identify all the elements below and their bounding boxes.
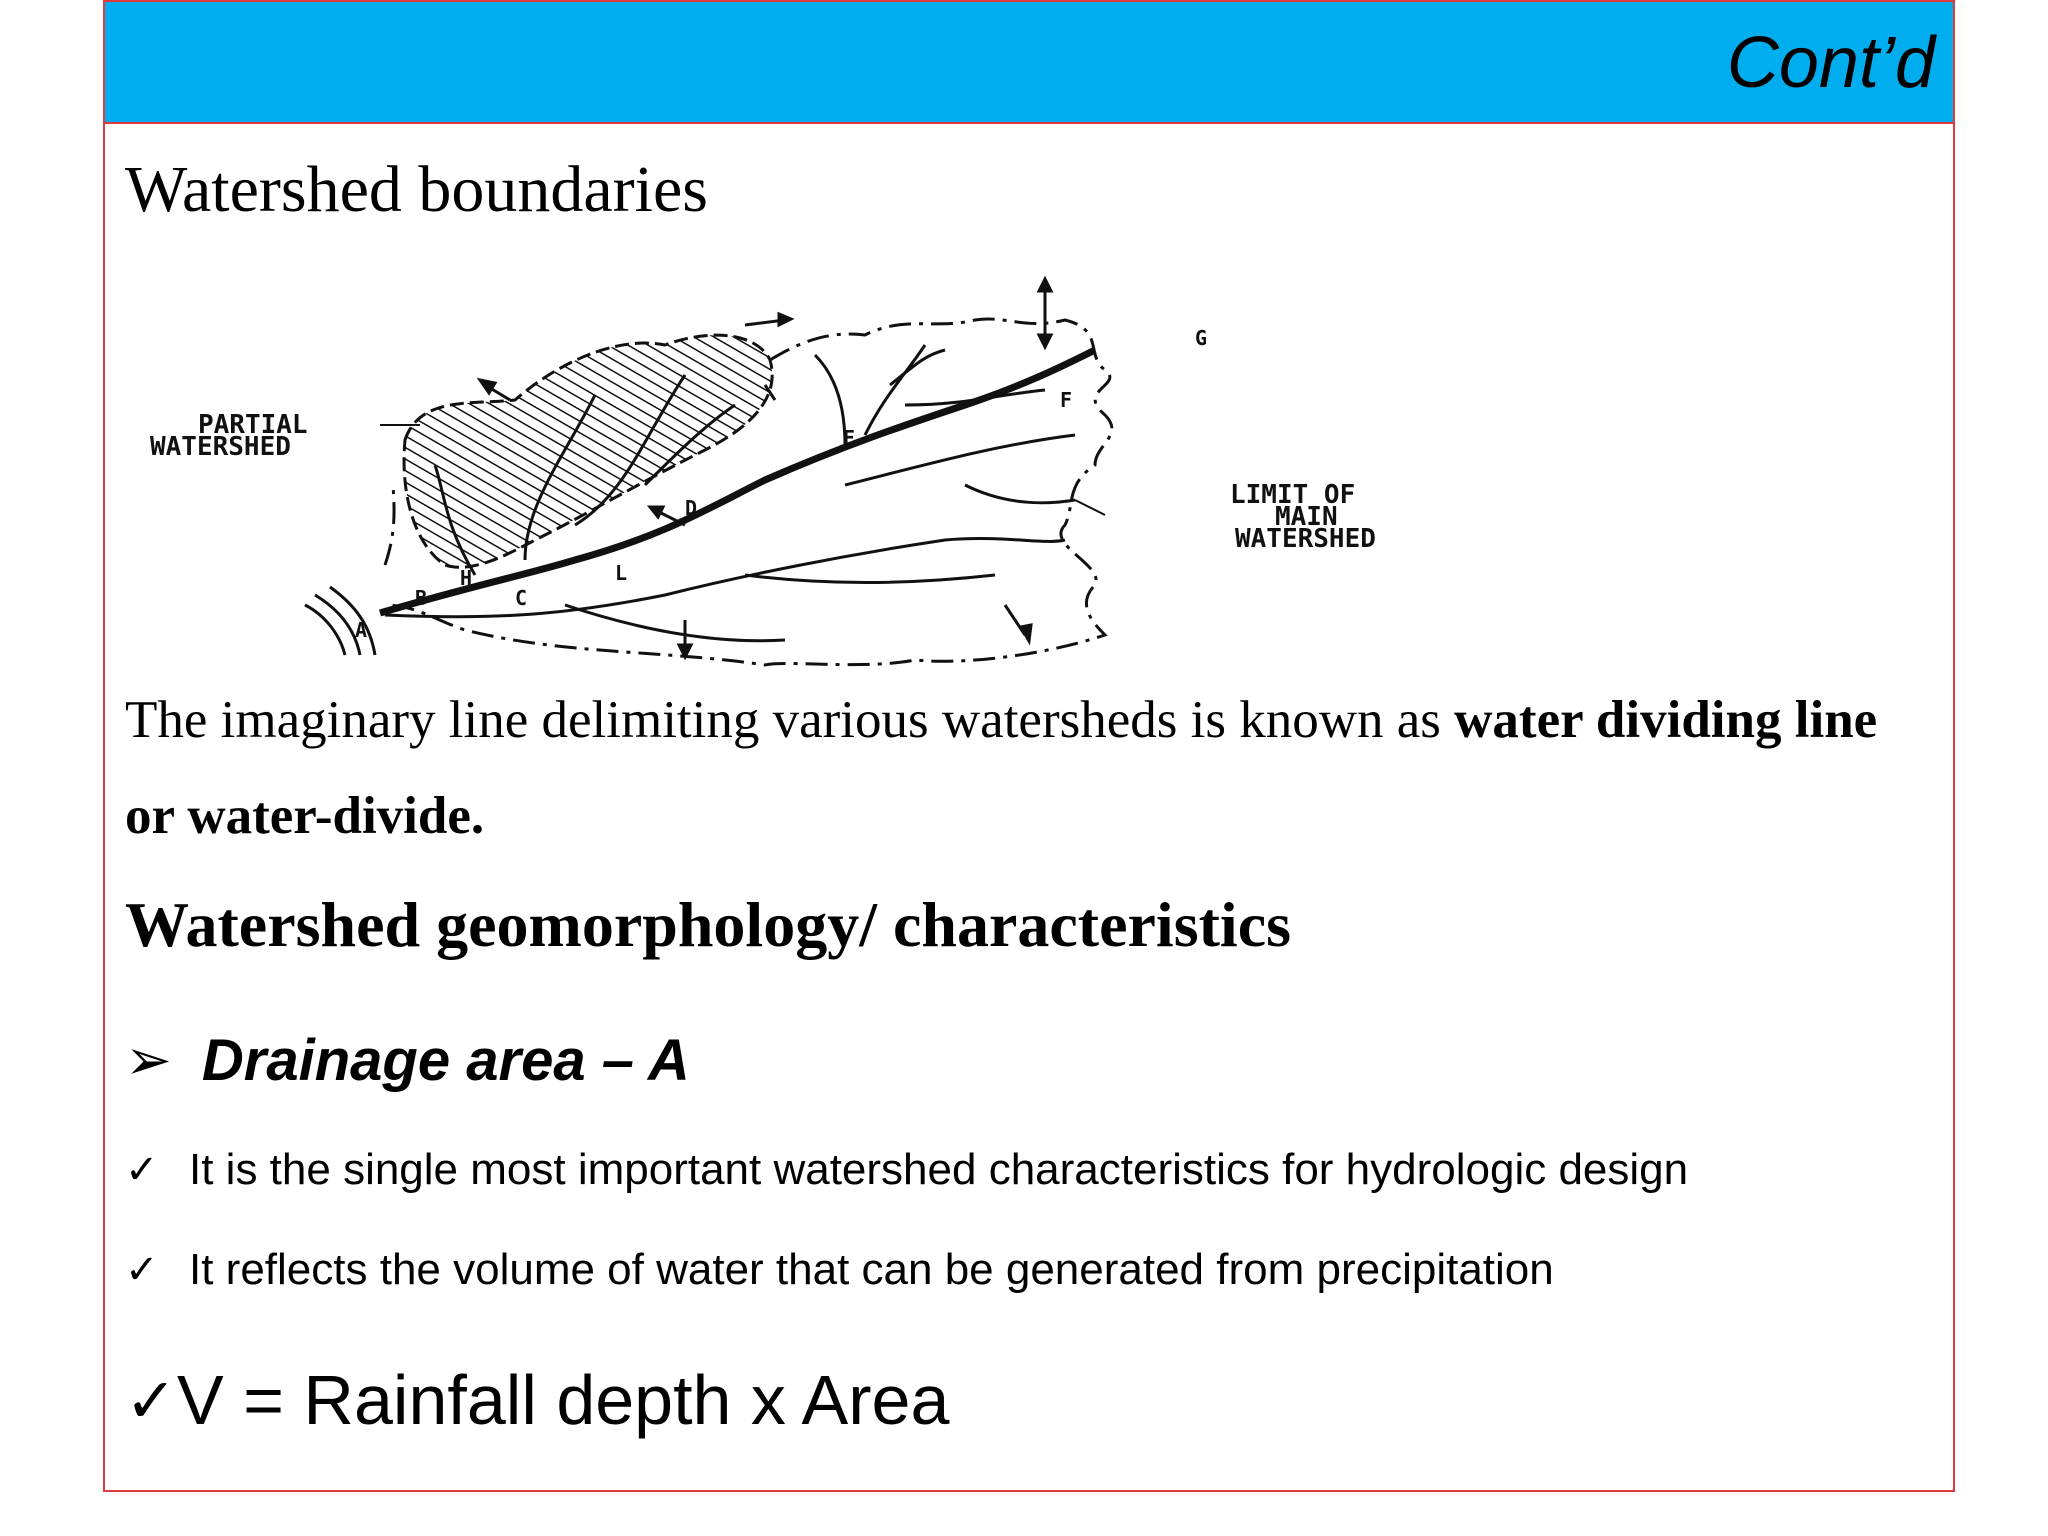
definition-text: The imaginary line delimiting various watersheds is known as bbox=[125, 691, 1455, 749]
point-label: A bbox=[355, 618, 368, 642]
partial-watershed-label-1: PARTIAL bbox=[198, 410, 308, 440]
limit-label-2: MAIN bbox=[1275, 502, 1338, 532]
header-bar bbox=[105, 2, 1953, 124]
point-label: F bbox=[1060, 388, 1073, 412]
limit-leader bbox=[1075, 500, 1105, 515]
partial-watershed-label-2: WATERSHED bbox=[150, 432, 291, 462]
formula-text: V = Rainfall depth x Area bbox=[176, 1361, 950, 1439]
drainage-area-bullet bbox=[125, 1020, 690, 1100]
point-label: D bbox=[685, 496, 698, 520]
limit-label-3: WATERSHED bbox=[1235, 524, 1376, 554]
header-title: Cont’d bbox=[1726, 23, 1935, 103]
point-label: B bbox=[415, 586, 428, 610]
definition-paragraph bbox=[125, 672, 1925, 864]
point-label: H bbox=[460, 566, 473, 590]
limit-label-1: LIMIT OF bbox=[1230, 480, 1356, 510]
check-icon: ✓ bbox=[125, 1147, 159, 1193]
geomorphology-heading: Watershed geomorphology/ characteristics bbox=[125, 889, 1291, 960]
check-text: It reflects the volume of water that can be generated from precipitation bbox=[189, 1245, 1554, 1294]
check-text: It is the single most important watershed characteristics for hydrologic design bbox=[189, 1145, 1689, 1194]
watershed-diagram bbox=[145, 275, 1500, 675]
check-icon: ✓ bbox=[125, 1363, 177, 1437]
drainage-area-text: Drainage area – A bbox=[201, 1027, 690, 1093]
point-label: E bbox=[843, 426, 856, 450]
partial-watershed-area bbox=[404, 335, 772, 567]
check-item bbox=[125, 1245, 1554, 1295]
definition-term: water dividing line or water-divide. bbox=[125, 691, 1878, 845]
arrow-bullet-icon: ➢ bbox=[125, 1027, 172, 1093]
check-icon: ✓ bbox=[125, 1247, 159, 1293]
point-label: C bbox=[515, 586, 528, 610]
point-label: G bbox=[1195, 326, 1208, 350]
point-label: L bbox=[615, 561, 628, 585]
formula-row bbox=[125, 1360, 949, 1440]
check-item bbox=[125, 1145, 1688, 1195]
section-title: Watershed boundaries bbox=[125, 153, 708, 226]
